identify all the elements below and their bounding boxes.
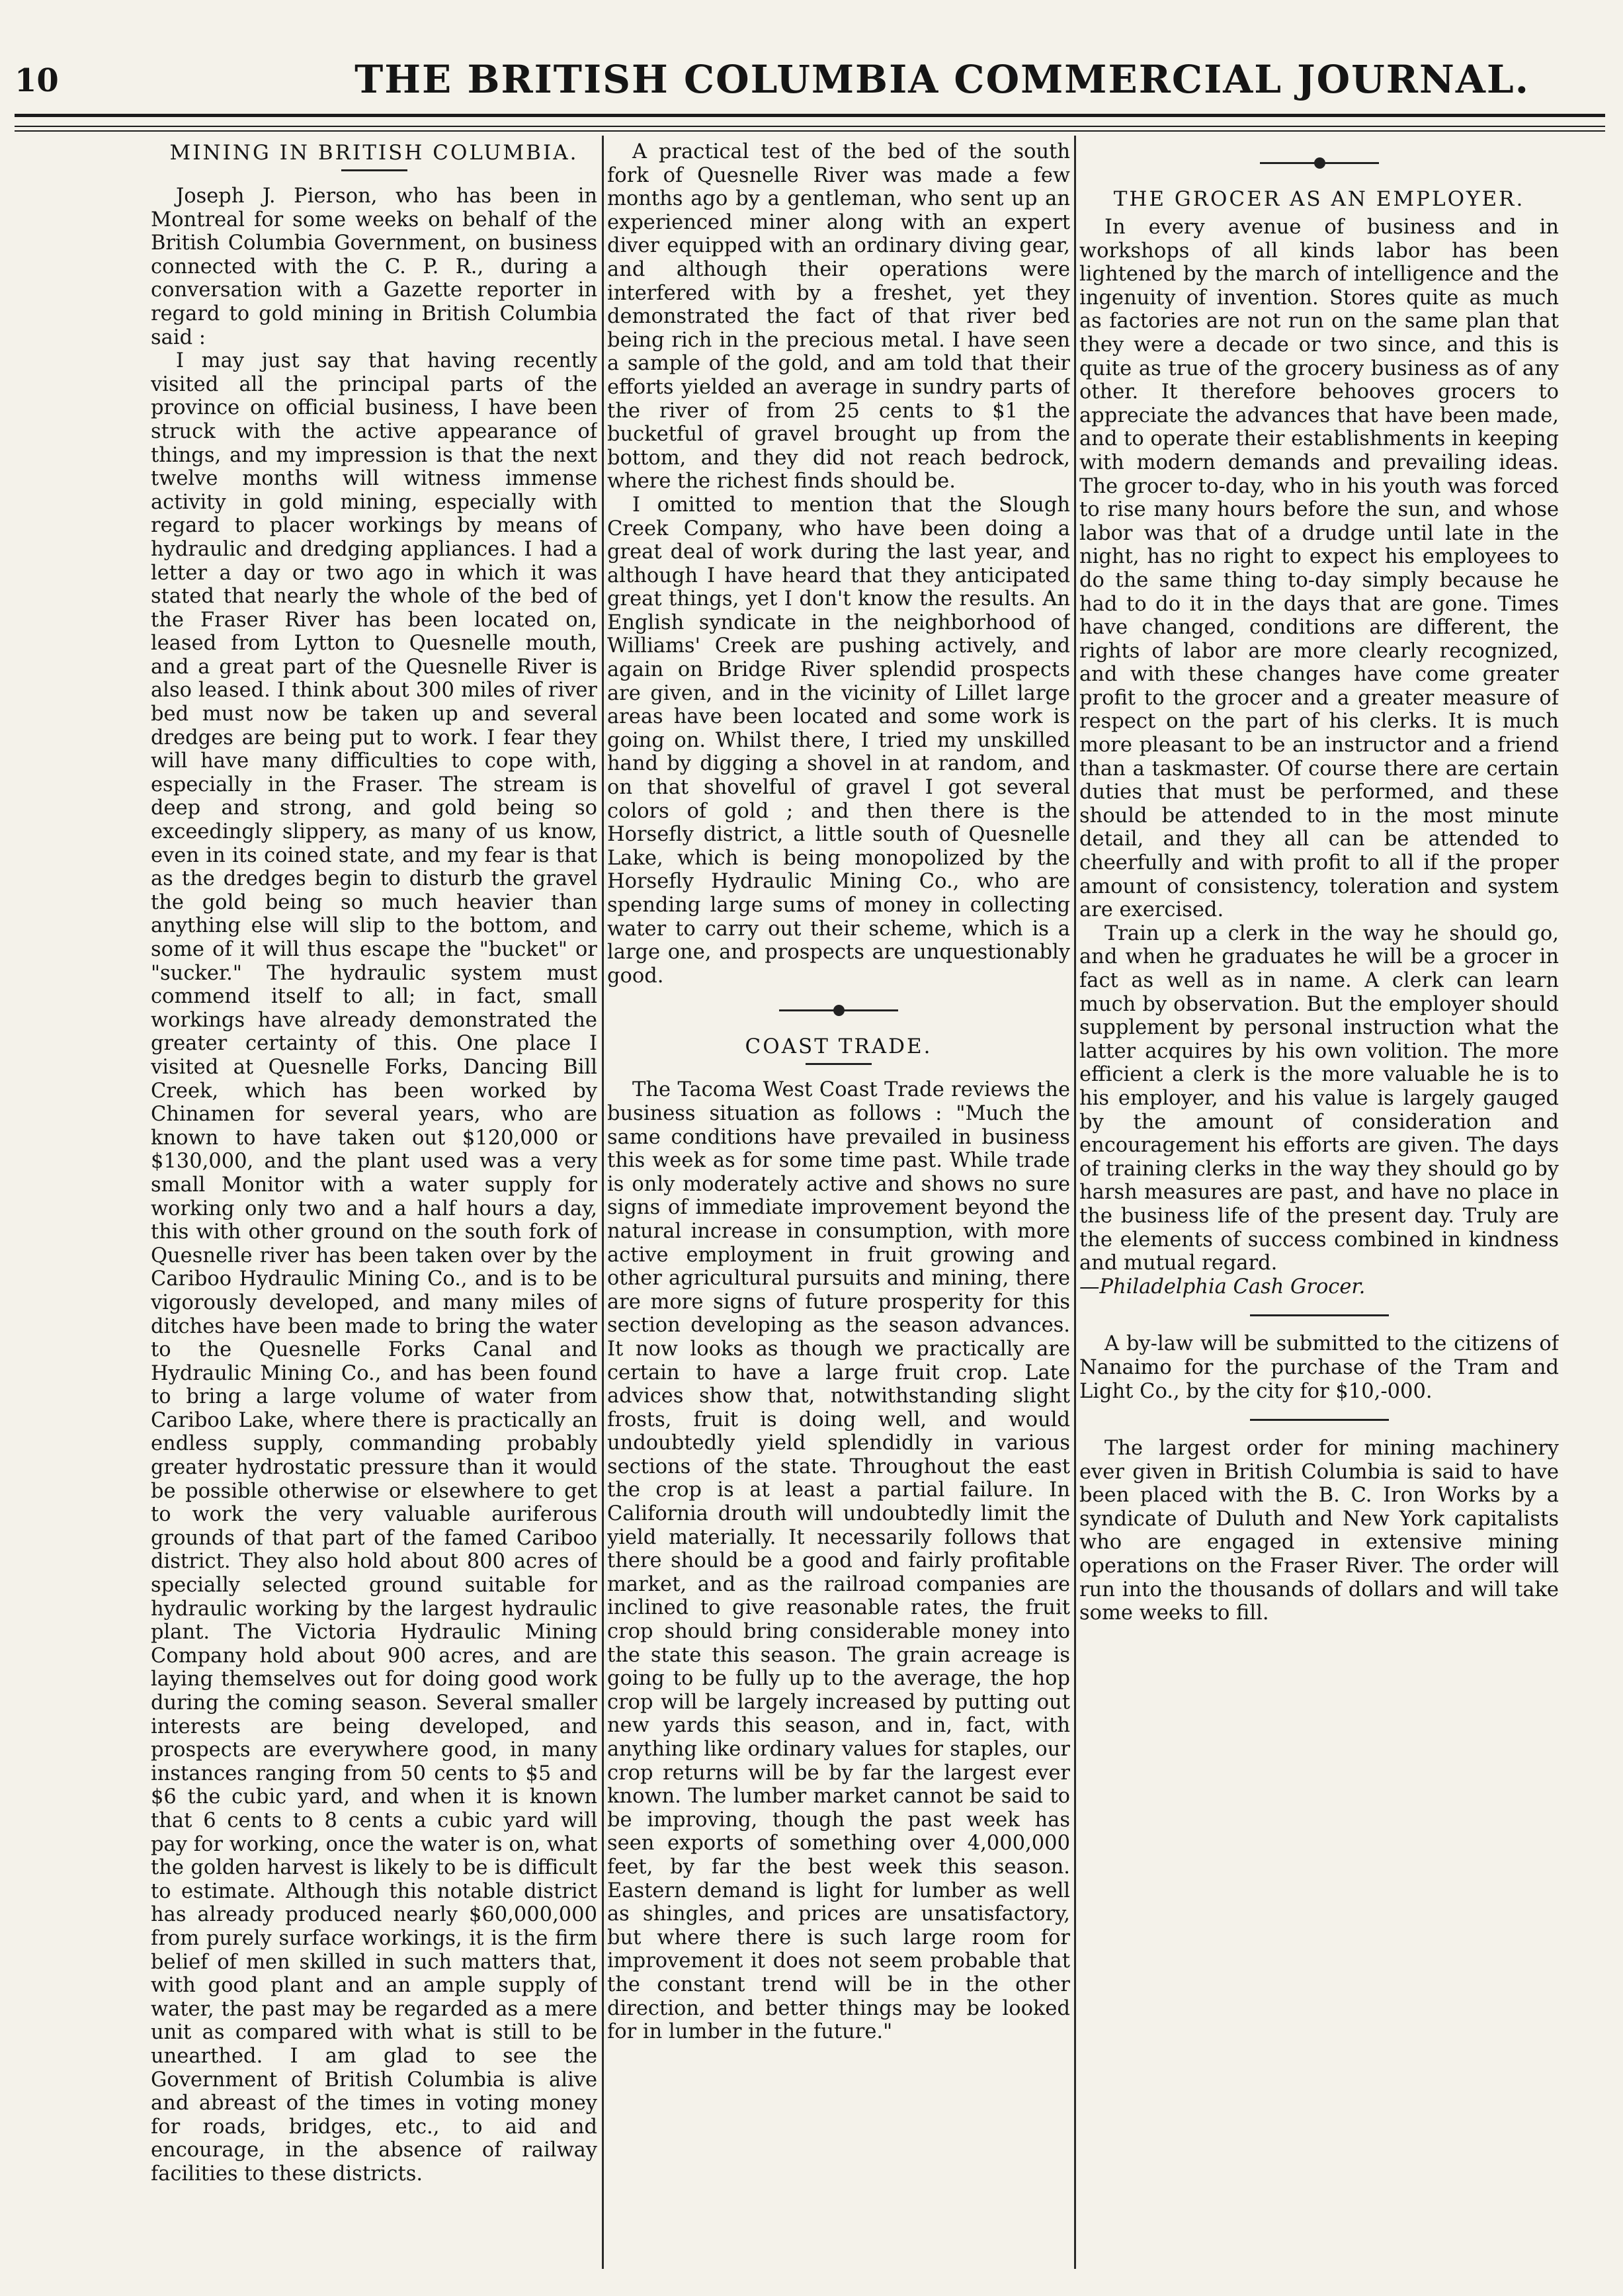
section-ornament <box>1079 148 1559 179</box>
masthead <box>15 52 1605 118</box>
grocer-paragraph-2: Train up a clerk in the way he should go, and when he graduates he will be a grocer in fact as well as in name. A clerk can learn much by observation. But the employer should supplement by personal instruction what the latter acquires by his own volition. The more efficient a clerk is the more valuable he is to his employer, and his value is largely gauged by the amount of consideration and encouragement his efforts are given. The days of training clerks in the way they should go by harsh measures are past, and have no place in the business life of the present day. Truly are the elements of success combined in kindness and mutual regard. <box>1079 921 1559 1275</box>
masthead-rule-thin-1 <box>15 126 1605 127</box>
page-number: 10 <box>15 62 59 99</box>
masthead-rule-thick <box>15 114 1605 117</box>
nanaimo-note: A by-law will be submitted to the citizens of Nanaimo for the purchase of the Tram and Light Co., by the city for $10,-000. <box>1079 1332 1559 1403</box>
column-1 <box>151 140 597 2270</box>
masthead-rule-thin-2 <box>15 130 1605 132</box>
mining-paragraph-1: Joseph J. Pierson, who has been in Montreal for some weeks on behalf of the British Columbia Government, on business connected with the C. P. R., during a conversation with a Gazette reporter in regard to gold mining in British Columbia said : <box>151 185 597 349</box>
section-rule <box>1250 1419 1389 1421</box>
mining-paragraph-4: I omitted to mention that the Slough Creek Company, who have been doing a great deal of work during the last year, and although I have heard that they anticipated great things, yet I don't know the results. An English syndicate in the neighborhood of Williams' Creek are pushing actively, and again on Bridge River splendid prospects are given, and in the vicinity of Lillet large areas have been located and some work is going on. Whilst there, I tried my unskilled hand by digging a shovel in at random, and on that shovelful of gravel I got several colors of gold ; and then there is the Horsefly district, a little south of Quesnelle Lake, which is being monopolized by the Horsefly Hydraulic Mining Co., who are spending large sums of money in collecting water to carry out their scheme, which is a large one, and prospects are unquestionably good. <box>607 493 1070 988</box>
column-divider-2 <box>1074 136 1076 2269</box>
mining-article-heading: MINING IN BRITISH COLUMBIA. <box>169 141 579 165</box>
coast-trade-heading: COAST TRADE. <box>745 1035 933 1059</box>
heading-rule <box>341 169 407 171</box>
mining-machinery-note: The largest order for mining machinery ever given in British Columbia is said to have been placed with the B. C. Iron Works by a syndicate of Duluth and New York capitalists who are engaged in extensive mining operations on the Fraser River. The order will run into the thousands of dollars and will take some weeks to fill. <box>1079 1437 1559 1625</box>
heading-rule <box>806 1063 872 1065</box>
grocer-paragraph-1: In every avenue of business and in workshops of all kinds labor has been lightened by the march of intelligence and the ingenuity of invention. Stores quite as much as factories are not run on the same plan that they were a decade or two since, and this is quite as true of the grocery business as of any other. It therefore behooves grocers to appreciate the advances that have been made, and to operate their establishments in keeping with modern demands and prevailing ideas. The grocer to-day, who in his youth was forced to rise many hours before the sun, and whose labor was that of a drudge until late in the night, has no right to expect his employees to do the same thing to-day simply because he had to do it in the days that are gone. Times have changed, conditions are different, the rights of labor are more clearly recognized, and with these changes have come greater profit to the grocer and a greater measure of respect on the part of his clerks. It is much more pleasant to be an instructor and a friend than a taskmaster. Of course there are certain duties that must be performed, and these should be attended to in the most minute detail, and they all can be attended to cheerfully and with profit to all if the proper amount of consistency, toleration and system are exercised. <box>1079 216 1559 922</box>
mining-paragraph-3: A practical test of the bed of the south fork of Quesnelle River was made a few months ago by a gentleman, who sent up an experienced miner along with an expert diver equipped with an ordinary diving gear, and although their operations were interfered with by a freshet, yet they demonstrated the fact of that river bed being rich in the precious metal. I have seen a sample of the gold, and am told that their efforts yielded an average in sundry parts of the river of from 25 cents to $1 the bucketful of gravel brought up from the bottom, and they did not reach bedrock, where the richest finds should be. <box>607 140 1070 493</box>
column-3 <box>1079 140 1559 2270</box>
grocer-article-heading: THE GROCER AS AN EMPLOYER. <box>1113 187 1525 211</box>
column-2 <box>607 140 1070 2270</box>
journal-title: THE BRITISH COLUMBIA COMMERCIAL JOURNAL. <box>354 57 1530 102</box>
coast-trade-paragraph: The Tacoma West Coast Trade reviews the business situation as follows : "Much the same conditions have prevailed in business this week as for some time past. While trade is only moderately active and shows no sure signs of immediate improvement beyond the natural increase in consumption, with more active employment in fruit growing and other agricultural pursuits and mining, there are more signs of future prosperity for this section developing as the season advances. It now looks as though we practically are certain to have a large fruit crop. Late advices show that, notwithstanding slight frosts, fruit is doing well, and would undoubtedly yield splendidly in various sections of the state. Throughout the east the crop is at least a partial failure. In California drouth will undoubtedly limit the yield materially. It necessarily follows that there should be a good and fairly profitable market, and as the railroad companies are inclined to give reasonable rates, the fruit crop should bring considerable money into the state this season. The grain acreage is going to be fully up to the average, the hop crop will be largely increased by putting out new yards this season, and in, fact, with anything like ordinary values for staples, our crop returns will be by far the largest ever known. The lumber market cannot be said to be improving, though the past week has seen exports of something over 4,000,000 feet, by far the best week this season. Eastern demand is light for lumber as well as shingles, and prices are unsatisfactory, but where there is such large room for improvement it does not seem probable that the constant trend will be in the other direction, and better things may be looked for in lumber in the future." <box>607 1078 1070 2044</box>
column-divider-1 <box>602 136 604 2269</box>
section-ornament <box>607 996 1070 1026</box>
section-rule <box>1250 1314 1389 1316</box>
grocer-signature: —Philadelphia Cash Grocer. <box>1079 1275 1366 1298</box>
mining-paragraph-2: I may just say that having recently visited all the principal parts of the province on official business, I have been struck with the active appearance of things, and my impression is that the next twelve months will witness immense activity in gold mining, especially with regard to placer workings by means of hydraulic and dredging appliances. I had a letter a day or two ago in which it was stated that nearly the whole of the bed of the Fraser River has been located on, leased from Lytton to Quesnelle mouth, and a great part of the Quesnelle River is also leased. I think about 300 miles of river bed must now be taken up and several dredges are being put to work. I fear they will have many difficulties to cope with, especially in the Fraser. The stream is deep and strong, and gold being so exceedingly slippery, as many of us know, even in its coined state, and my fear is that as the dredges begin to disturb the gravel the gold being so much heavier than anything else will slip to the bottom, and some of it will thus escape the "bucket" or "sucker." The hydraulic system must commend itself to all; in fact, small workings have already demonstrated the greater certainty of this. One place I visited at Quesnelle Forks, Dancing Bill Creek, which has been worked by Chinamen for several years, who are known to have taken out $120,000 or $130,000, and the plant used was a very small Monitor with a water supply for working only two and a half hours a day, this with other ground on the south fork of Quesnelle river has been taken over by the Cariboo Hydraulic Mining Co., and is to be vigorously developed, and many miles of ditches have been made to bring the water to the Quesnelle Forks Canal and Hydraulic Mining Co., and has been found to bring a large volume of water from Cariboo Lake, where there is practically an endless supply, commanding probably greater hydrostatic pressure than it would be possible otherwise or elsewhere to get to work the very valuable auriferous grounds of that part of the famed Cariboo district. They also hold about 800 acres of specially selected ground suitable for hydraulic working by the largest hydraulic plant. The Victoria Hydraulic Mining Company hold about 900 acres, and are laying themselves out for doing good work during the coming season. Several smaller interests are being developed, and prospects are everywhere good, in many instances ranging from 50 cents to $5 and $6 the cubic yard, and when it is known that 6 cents to 8 cents a cubic yard will pay for working, once the water is on, what the golden harvest is likely to be is difficult to estimate. Although this notable district has already produced nearly $60,000,000 from purely surface workings, it is the firm belief of men skilled in such matters that, with good plant and an ample supply of water, the past may be regarded as a mere unit as compared with what is still to be unearthed. I am glad to see the Government of British Columbia is alive and abreast of the times in voting money for roads, bridges, etc., to aid and encourage, in the absence of railway facilities to these districts. <box>151 349 597 2186</box>
